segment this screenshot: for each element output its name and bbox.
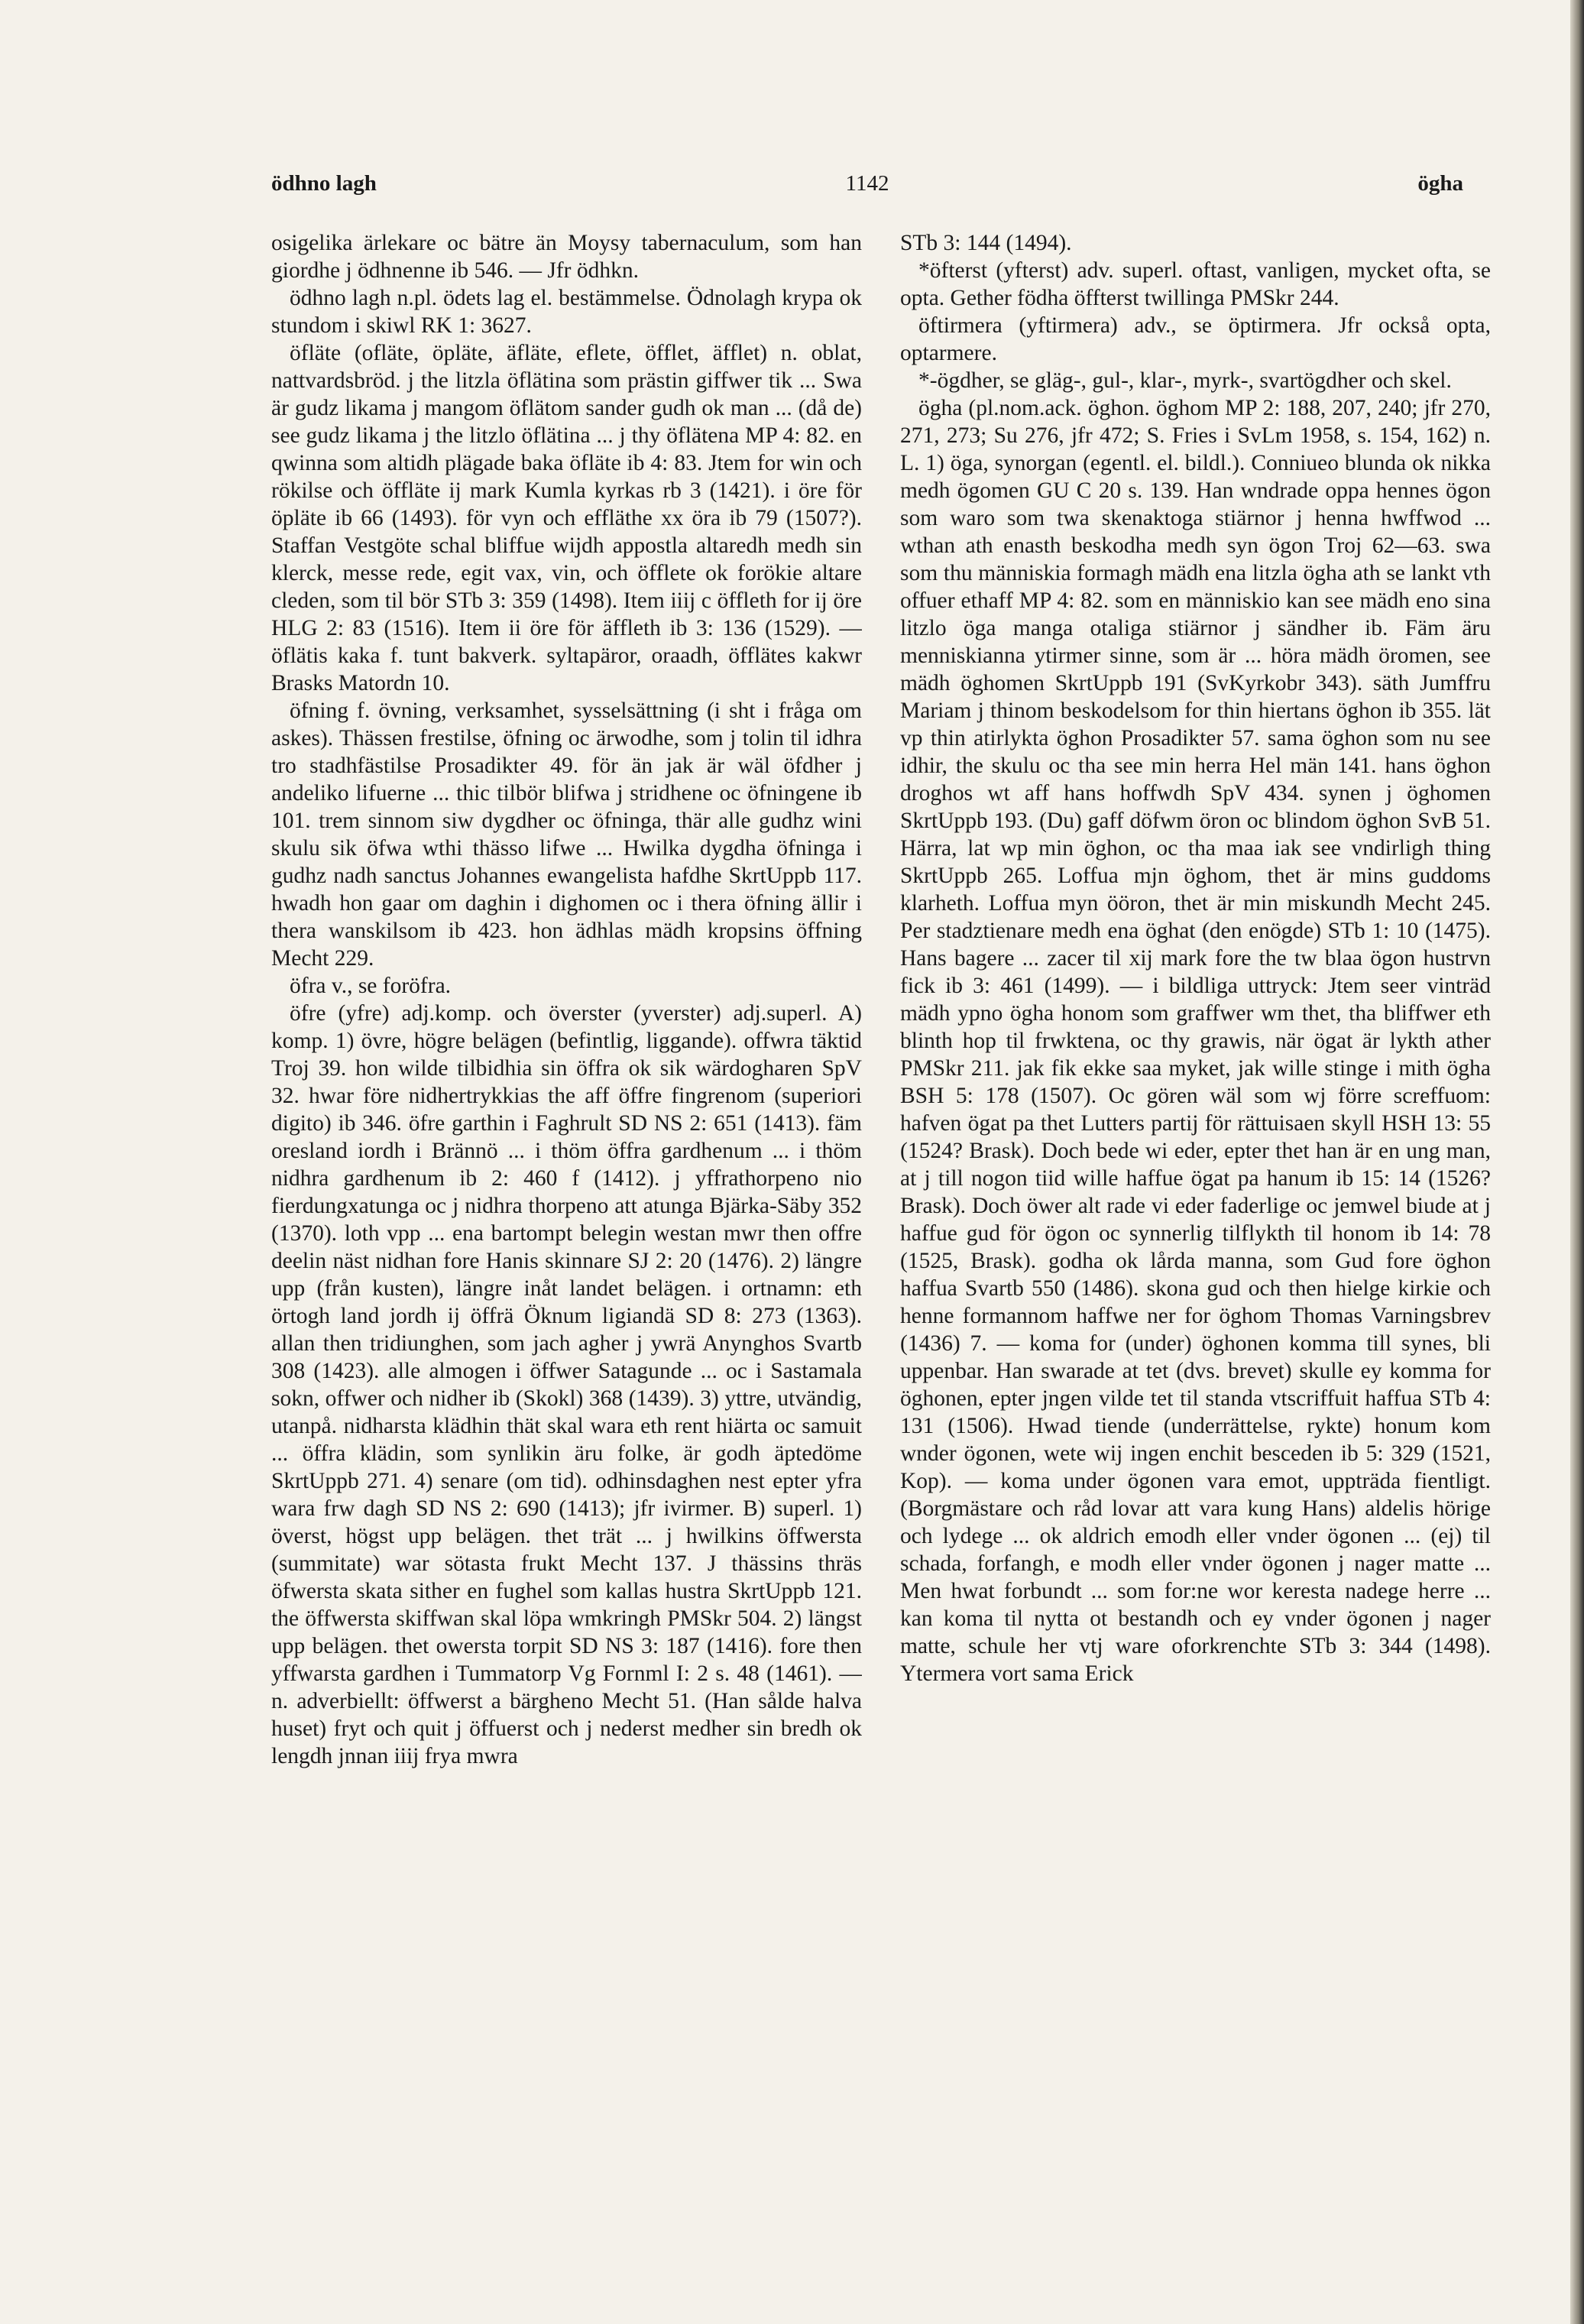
header-right-word: ögha: [1417, 171, 1463, 196]
header-left-word: ödhno lagh: [271, 171, 377, 196]
entry: öfre (yfre) adj.komp. och överster (yverster) adj.superl. A) komp. 1) övre, högre belägen (befintlig, liggande). offwra täktid Troj 39. hon wilde tilbidhia sin öffra ok sik wärdogharen SpV 32. hwar före nidhertrykkias the aff öffre fingrenom (superiori digito) ib 346. öfre garthin i Faghrult SD NS 2: 651 (1413). fäm oresland iordh i Brännö ... i thöm öffra gardhenum ... i thöm nidhra gardhenum ib 2: 460 f (1412). j yffrathorpeno nio fierdungxatunga oc j nidhra thorpeno att atunga Bjärka-Säby 352 (1370). loth vpp ... ena bartompt belegin westan mwr then offre deelin näst nidhan fore Hanis skinnare SJ 2: 20 (1476). 2) längre upp (från kusten), längre inåt landet belägen. i ortnamn: eth örtogh land jordh ij öffrä Öknum ligiandä SD 8: 273 (1363). allan then tridiunghen, som jach agher j ywrä Anynghos Svartb 308 (1423). alle almogen i öffwer Satagunde ... oc i Sastamala sokn, offwer och nidher ib (Skokl) 368 (1439). 3) yttre, utvändig, utanpå. nidharsta klädhin thät skal wara eth rent hiärta oc samuit ... öffra klädin, som synlikin äru folke, är godh äptedöme SkrtUppb 271. 4) senare (om tid). odhinsdaghen nest epter yfra wara frw dagh SD NS 2: 690 (1413); jfr ivirmer. B) superl. 1) överst, högst upp belägen. thet trät ... j hwilkins öffwersta (summitate) war sötasta frukt Mecht 137. J thässins thräs öfwersta skata sither en fughel som kallas hustra SkrtUppb 121. the öffwersta skiffwan skal löpa wmkringh PMSkr 504. 2) längst upp belägen. thet owersta torpit SD NS 3: 187 (1416). fore then yffwarsta gardhen i Tummatorp Vg Fornml I: 2 s. 48 (1461). — n. adverbiellt: öffwerst a bärgheno Mecht 51. (Han sålde halva huset) fryt och quit j öffuerst och j nederst medher sin bredh ok lengdh jnnan iiij frya mwra: [271, 1001, 862, 1768]
running-header: [271, 171, 1463, 202]
entry: STb 3: 144 (1494).: [900, 231, 1072, 255]
scan-edge: [1570, 0, 1584, 2324]
right-column: [900, 229, 1491, 2079]
entry: öfläte (ofläte, öpläte, äfläte, eflete, öfflet, äfflet) n. oblat, nattvardsbröd. j the litzla öflätina som prästin giffwer tik ... Swa är gudz likama j mangom öflätom sander gudh ok man ... (då de) see gudz likama j the litzlo öflätina ... j thy öflätena MP 4: 82. en qwinna som altidh plägade baka öfläte ib 4: 83. Jtem for win och rökilse och öffläte ij mark Kumla kyrkas rb 3 (1421). i öre för öpläte ib 66 (1493). för vyn och effläthe xx öra ib 79 (1507?). Staffan Vestgöte schal bliffue wijdh appostla altaredh medh sin klerck, messe rede, egit vax, vin, och öfflete ok forökie altare cleden, som til bör STb 3: 359 (1498). Item iiij c öffleth for ij öre HLG 2: 83 (1516). Item ii öre för äffleth ib 3: 136 (1529). — öflätis kaka f. tunt bakverk. syltapäror, oraadh, öfflätes kakwr Brasks Matordn 10.: [271, 341, 862, 695]
entry: öfning f. övning, verksamhet, sysselsättning (i sht i fråga om askes). Thässen frestilse, öfning oc ärwodhe, som j tolin til idhra tro stadhfästilse Prosadikter 49. för än jak är wäl öfdher j andeliko lifuerne ... thic tilbör blifwa j stridhene oc öfningene ib 101. trem sinnom siw dygdher oc öfninga, thär alle gudhz wini skulu sik öfwa wthi thässo lifwe ... Hwilka dygdha öfninga i gudhz nadh sanctus Johannes ewangelista hafdhe SkrtUppb 117. hwadh hon gaar om daghin i dighomen oc i thera öfning ällir i thera wanskilsom ib 423. hon ädhlas mädh kropsins öffning Mecht 229.: [271, 698, 862, 971]
entry: ödhno lagh n.pl. ödets lag el. bestämmelse. Ödnolagh krypa ok stundom i skiwl RK 1: 3627.: [271, 286, 862, 338]
entry: osigelika ärlekare oc bätre än Moysy tabernaculum, som han giordhe j ödhnenne ib 546. — Jfr ödhkn.: [271, 231, 862, 283]
entry: öftirmera (yftirmera) adv., se öptirmera. Jfr också opta, optarmere.: [900, 313, 1491, 365]
entry: öfra v., se foröfra.: [290, 974, 452, 998]
entry: *öfterst (yfterst) adv. superl. oftast, vanligen, mycket ofta, se opta. Gether födha öffterst twillinga PMSkr 244.: [900, 258, 1491, 310]
page-number: 1142: [845, 171, 889, 196]
entry: ögha (pl.nom.ack. öghon. öghom MP 2: 188, 207, 240; jfr 270, 271, 273; Su 276, jfr 472; S. Fries i SvLm 1958, s. 154, 162) n. L. 1) öga, synorgan (egentl. el. bildl.). Conniueo blunda ok nikka medh ögomen GU C 20 s. 139. Han wndrade oppa hennes ögon som waro som twa skenaktoga stiärnor j henna hwffwod ... wthan ath enasth beskodha medh syn ögon Troj 62—63. swa som thu människia formagh mädh ena litzla ögha ath se lankt vth offuer ethaff MP 4: 82. som en människio kan see mädh eno sina litzlo öga manga otaliga stiärnor j sändher ib. Fäm äru menniskianna ytirmer sinne, som är ... höra mädh öromen, see mädh öghomen SkrtUppb 191 (SvKyrkobr 343). säth Jumffru Mariam j thinom beskodelsom for thin hiertans öghon ib 355. lät vp thin atirlykta öghon Prosadikter 57. sama öghon som nu see idhir, the skulu oc tha see min herra Hel män 141. hans öghon droghos wt aff hans hoffwdh SpV 434. synen j öghomen SkrtUppb 193. (Du) gaff döfwm öron oc blindom öghon SvB 51. Härra, lat wp min öghon, oc tha maa iak see vndirligh thing SkrtUppb 265. Loffua mjn öghom, thet är mins guddoms klarheth. Loffua myn ööron, thet är min miskundh Mecht 245. Per stadztienare medh ena öghat (den enögde) STb 1: 10 (1475). Hans bagere ... zacer til xij mark fore the tw blaa ögon hustrvn fick ib 3: 461 (1499). — i bildliga uttryck: Jtem seer vinträd mädh ypno ögha honom som graffwer wm thet, tha bliffwer eth blinth hop til frwktena, oc thy grawis, när ögat är lykth ather PMSkr 211. jak fik ekke saa myket, jak wille stinge i mith ögha BSH 5: 178 (1507). Oc gören wäl som wj förre screffuom: hafven ögat pa thet Lutters partij för rättuisaen skyll HSH 13: 55 (1524? Brask). Doch bede wi eder, epter thet han är en ung man, at j till nogon tiid wille haffue ögat pa hanum ib 15: 14 (1526? Brask). Doch öwer alt rade vi eder faderlige oc jemwel biude at j haffue gud för ögon oc synnerlig tilflykth til honom ib 14: 78 (1525, Brask). godha ok lårda manna, som Gud fore öghon haffua Svartb 550 (1486). skona gud och then hielge kirkie och henne formannom haffwe ner for öghom Thomas Varningsbrev (1436) 7. — koma for (under) öghonen komma till synes, bli uppenbar. Han swarade at tet (dvs. brevet) skulle ey komma for öghonen, epter jngen vilde tet til standa vtscriffuit haffua STb 4: 131 (1506). Hwad tiende (underrättelse, rykte) honum kom wnder ögonen, wete wij ingen enchit besceden ib 5: 329 (1521, Kop). — koma under ögonen vara emot, uppträda fientligt. (Borgmästare och råd lovar att vara kung Hans) aldelis hörige och lydege ... ok aldrich emodh eller vnder ögonen ... (ej) til schada, forfangh, e modh eller vnder ögonen j nager matte ... Men hwat forbundt ... som for:ne wor keresta nadege herre ... kan koma til nytta ot bestandh och ey vnder ögonen j nager matte, schule her vtj ware oforkrenchte STb 3: 344 (1498). Ytermera vort sama Erick: [900, 396, 1491, 1686]
entry: *-ögdher, se gläg-, gul-, klar-, myrk-, svartögdher och skel.: [918, 368, 1452, 393]
left-column: [271, 229, 862, 2079]
